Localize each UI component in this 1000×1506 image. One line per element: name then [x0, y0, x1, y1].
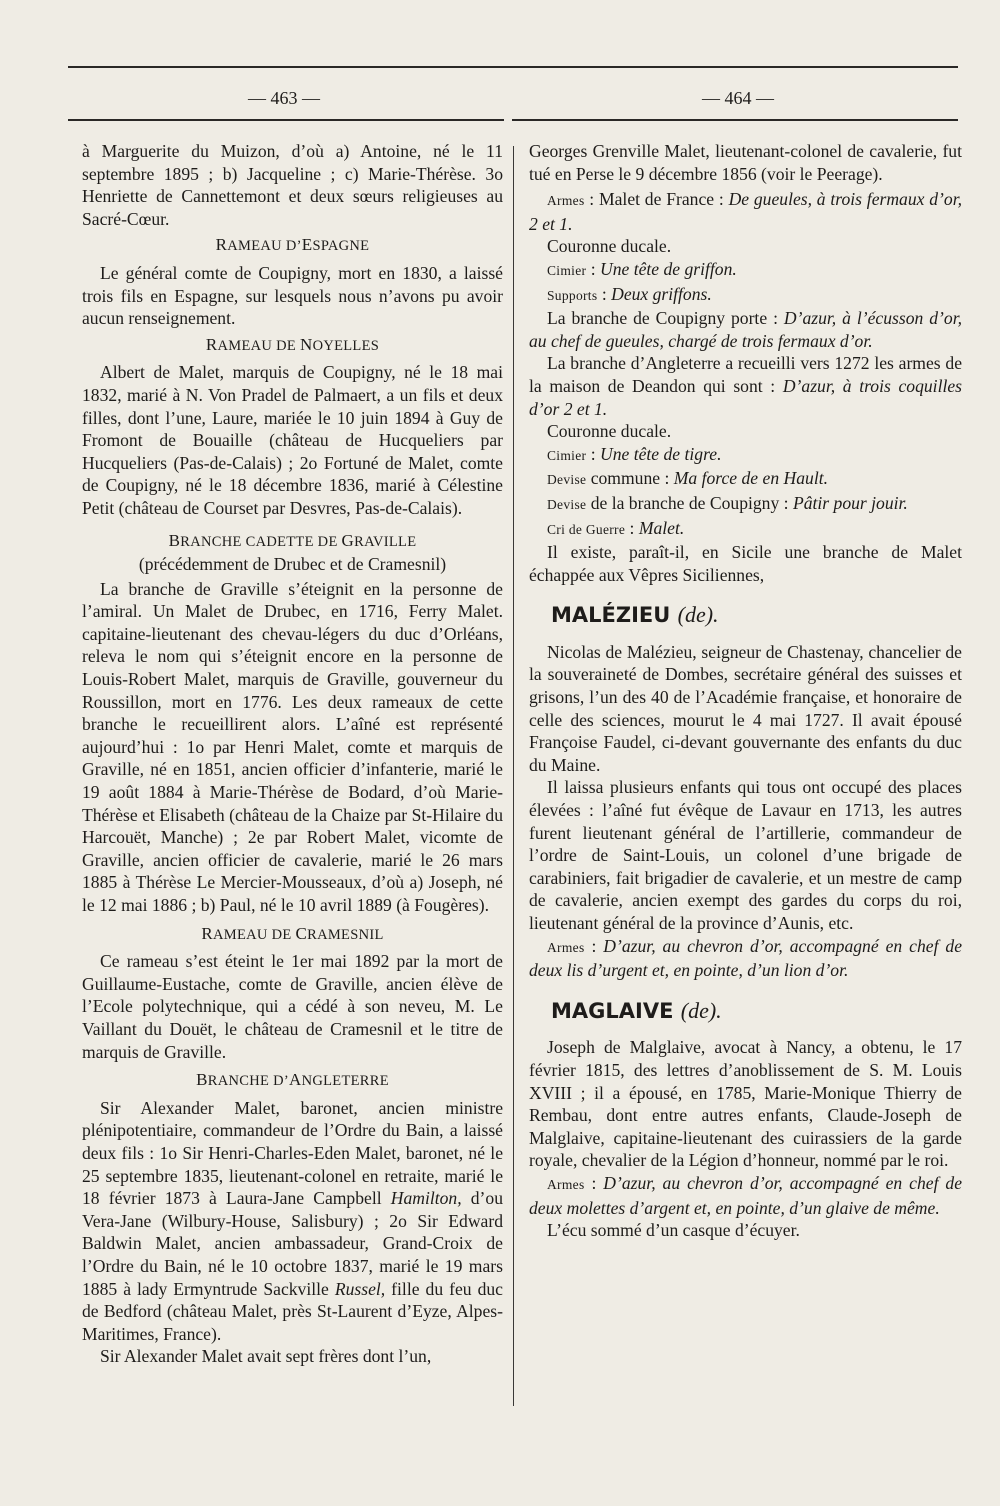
motto-line: Devise de la branche de Coupigny : Pâtir pour jouir. [547, 492, 908, 513]
war-cry-line: Cri de Guerre : Malet. [547, 517, 685, 538]
crown-line: Couronne ducale. [547, 236, 672, 257]
page-number-right: — 464 — [702, 88, 774, 108]
paragraph: Le général comte de Coupigny, mort en 1830, a laissé trois fils en Espagne, sur lesquels nous n’avons pu avoir aucun renseignement. [82, 262, 503, 329]
supporters-line: Supports : Deux griffons. [547, 283, 712, 304]
header-rule-right [512, 119, 958, 121]
arms-line: Armes : D’azur, au chevron d’or, accompagné en chef de deux molettes d’argent et, en pointe, d’un glaive de même. [529, 1172, 963, 1218]
arms-line: Armes : D’azur, au chevron d’or, accompagné en chef de deux lis d’urgent et, en pointe, d’un lion d’or. [529, 935, 963, 981]
motto-line: Devise commune : Ma force de en Hault. [547, 468, 828, 489]
paragraph: La branche d’Angleterre a recueilli vers 1272 les armes de la maison de Deandon qui sont : D’azur, à trois coquilles d’or 2 et 1. [529, 353, 962, 419]
paragraph: Georges Grenville Malet, lieutenant-colonel de cavalerie, fut tué en Perse le 9 décembre 1856 (voir le Peerage). [529, 141, 962, 184]
arms-line: Armes : Malet de France : De gueules, à trois fermaux d’or, 2 et 1. [529, 189, 962, 234]
section-heading-branche-graville: BRANCHE CADETTE DE GRAVILLE [168, 530, 417, 550]
paragraph: L’écu sommé d’un casque d’écuyer. [547, 1220, 800, 1241]
section-heading-rameau-noyelles: RAMEAU DE NOYELLES [205, 334, 380, 354]
paragraph: à Marguerite du Muizon, d’où a) Antoine, né le 11 septembre 1895 ; b) Jacqueline ; c) Marie-Thérèse. 3o Henriette de Cannettemont et deux sœurs religieuses au Sacré-Cœur. [82, 141, 503, 229]
entry-heading-maglaive: MAGLAIVE (de). [551, 997, 722, 1023]
paragraph: Sir Alexander Malet, baronet, ancien ministre plénipotentiaire, commandeur de l’Ordre du Bain, a laissé deux fils : 1o Sir Henri-Charles-Eden Malet, baronet, né le 25 septembre 1835, lieutenant-colonel en retraite, marié le 18 février 1873 à Laura-Jane Campbell Hamilton, d’ou Vera-Jane (Wilbury-House, Salisbury) ; 2o Sir Edward Baldwin Malet, ancien ambassadeur, Grand-Croix de l’Ordre du Bain, né le 10 octobre 1837, marié le 19 mars 1885 à lady Ermyntrude Sackville Russel, fille du feu duc de Bedford (château Malet, près St-Laurent d’Eyze, Alpes-Maritimes, France). [82, 1097, 503, 1344]
paragraph: La branche de Coupigny porte : D’azur, à l’écusson d’or, au chef de gueules, chargé de trois fermaux d’or. [529, 308, 962, 351]
entry-heading-malezieu: MALÉZIEU (de). [551, 602, 719, 628]
paragraph: Il laissa plusieurs enfants qui tous ont occupé des places élevées : l’aîné fut évêque de Lavaur en 1713, les autres furent lieutenant général de l’artillerie, commandeur de l’ordre de Saint-Louis, un colonel d’une brigade de carabiniers, fait brigadier de cavalerie, et un mestre de camp de cavalerie, ancien exempt des gardes du corps du roi, lieutenant général de la province d’Aunis, etc. [529, 777, 962, 933]
section-heading-branche-angleterre: BRANCHE D’ANGLETERRE [196, 1070, 389, 1090]
left-column [82, 140, 503, 1368]
paragraph: La branche de Graville s’éteignit en la personne de l’amiral. Un Malet de Drubec, en 1716, Ferry Malet. capitaine-lieutenant des chevau-légers du duc d’Orléans, releva le nom qui s’éteignit encore en la personne de Louis-Robert Malet, marquis de Graville, gouverneur du Roussillon, mort en 1776. Les deux rameaux de cette branche le recueillirent alors. L’aîné est représenté aujourd’hui : 1o par Henri Malet, comte et marquis de Graville, né en 1851, ancien officier d’infanterie, marié le 19 août 1884 à Marie-Thérèse de Bodard, d’où Marie-Thérèse et Elisabeth (château de la Chaize par St-Hilaire du Harcouët, Manche) ; 2e par Robert Malet, vicomte de Graville, ancien officier de cavalerie, marié le 26 mars 1885 à Thérèse Le Mercier-Mousseaux, d’où a) Joseph, né le 12 mai 1886 ; b) Paul, né le 10 avril 1889 (à Fougères). [82, 578, 503, 915]
paragraph: Joseph de Malglaive, avocat à Nancy, a obtenu, le 17 février 1815, des lettres d’anoblissement de S. M. Louis XVIII ; il a épousé, en 1785, Marie-Monique Thierry de Rembau, dont entre autres enfants, Claude-Joseph de Malglaive, capitaine-lieutenant des cuirassiers de la garde royale, chevalier de la Légion d’honneur, nommé par le roi. [529, 1037, 962, 1171]
paragraph: Sir Alexander Malet avait sept frères dont l’un, [100, 1346, 432, 1367]
paragraph: Ce rameau s’est éteint le 1er mai 1892 par la mort de Guillaume-Eustache, comte de Graville, ancien élève de l’Ecole polytechnique, qui a cédé à son neveu, M. Le Vaillant du Douët, le château de Cramesnil et le titre de marquis de Graville. [82, 951, 503, 1062]
paragraph: Nicolas de Malézieu, seigneur de Chastenay, chancelier de la souveraineté de Dombes, secrétaire général des suisses et grisons, l’un des 40 de l’Académie française, et honoraire de celle des sciences, mourut le 4 mai 1727. Il avait épousé Françoise Faudel, ci-devant gouvernante des enfants du duc du Maine. [529, 641, 962, 775]
crest-line: Cimier : Une tête de griffon. [547, 258, 737, 279]
section-heading-rameau-cramesnil: RAMEAU DE CRAMESNIL [201, 923, 384, 943]
paragraph: Il existe, paraît-il, en Sicile une branche de Malet échappée aux Vêpres Siciliennes, [529, 542, 962, 585]
page-number-left: — 463 — [248, 88, 320, 108]
crown-line: Couronne ducale. [547, 421, 672, 442]
paragraph: Albert de Malet, marquis de Coupigny, né le 18 mai 1832, marié à N. Von Pradel de Palmaert, a un fils et deux filles, dont l’une, Laure, mariée le 10 juin 1894 à Guy de Fromont de Bouaille (château de Hucqueliers par Hucqueliers (Pas-de-Calais) ; 2o Fortuné de Malet, comte de Coupigny, né le 18 décembre 1836, marié à Célestine Petit (château de Courset par Desvres, Pas-de-Calais). [82, 362, 503, 518]
section-heading-rameau-espagne: RAMEAU D’ESPAGNE [215, 235, 370, 255]
header-rule-left [68, 119, 504, 121]
section-subheading: (précédemment de Drubec et de Cramesnil) [138, 554, 447, 575]
right-column [529, 140, 962, 1242]
column-divider [513, 146, 514, 1406]
top-rule [68, 66, 958, 68]
crest-line: Cimier : Une tête de tigre. [547, 443, 722, 464]
